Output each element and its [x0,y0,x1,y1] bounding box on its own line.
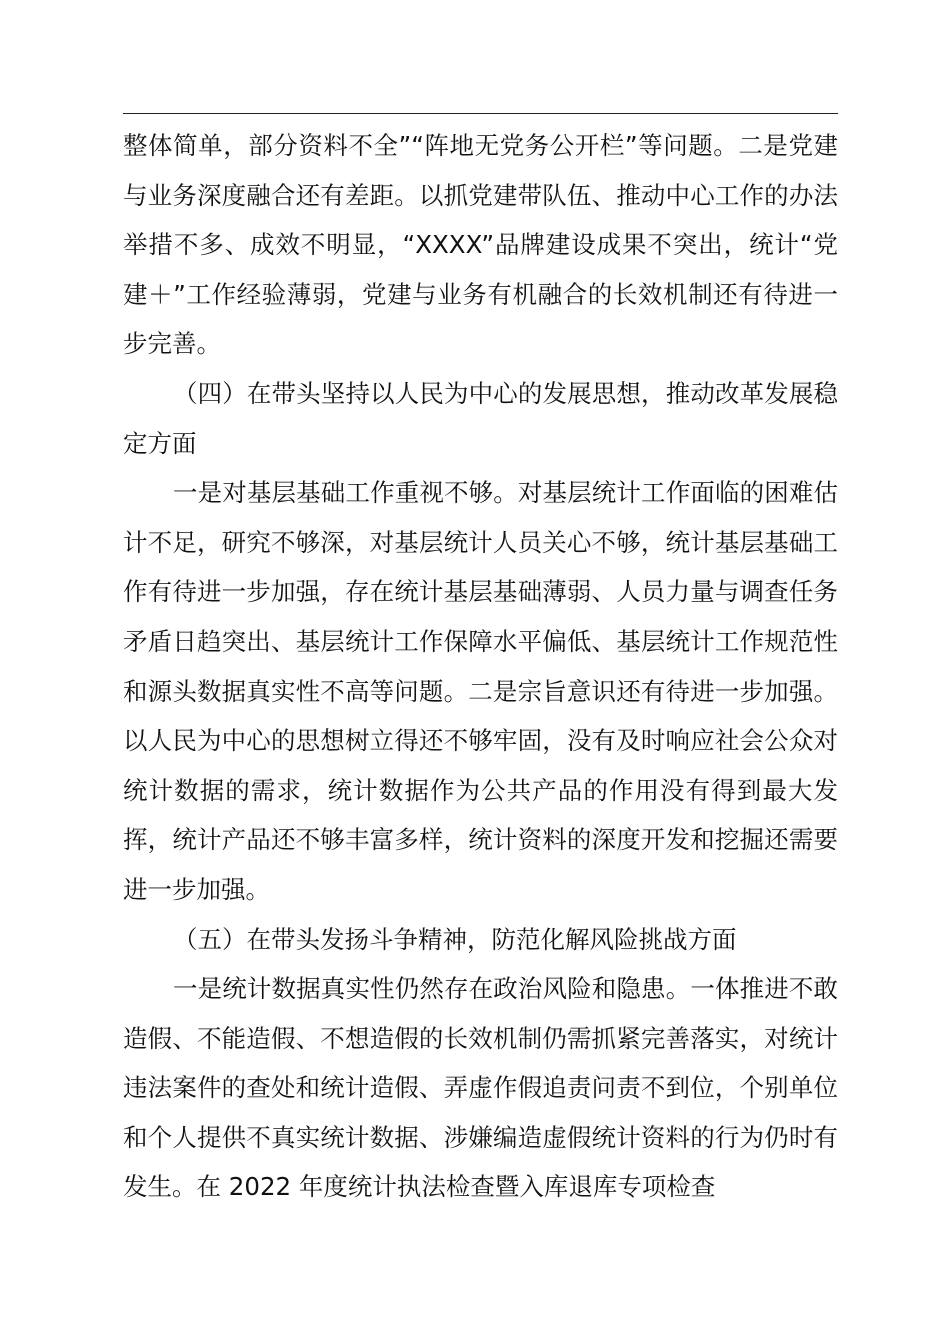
section-heading-four: （四）在带头坚持以人民为中心的发展思想，推动改革发展稳定方面 [123,378,838,458]
header-rule [123,113,838,114]
paragraph-party-building-integration: 整体简单，部分资料不全”“阵地无党务公开栏”等问题。二是党建与业务深度融合还有差距。以抓党建带队伍、推动中心工作的办法举措不多、成效不明显，“XXXX”品牌建设成果不突出，统计“党建＋”工作经验薄弱，党建与业务有机融合的长效机制还有待进一步完善。 [123,131,838,359]
body-text [123,121,838,1212]
paragraph-data-authenticity-risk: 一是统计数据真实性仍然存在政治风险和隐患。一体推进不敢造假、不能造假、不想造假的长效机制仍需抓紧完善落实，对统计违法案件的查处和统计造假、弄虚作假追责问责不到位，个别单位和个人提供不真实统计数据、涉嫌编造虚假统计资料的行为仍时有发生。在 2022 年度统计执法检查暨入库退库专项检查 [123,974,838,1202]
paragraph-grassroots-work: 一是对基层基础工作重视不够。对基层统计工作面临的困难估计不足，研究不够深，对基层统计人员关心不够，统计基层基础工作有待进一步加强，存在统计基层基础薄弱、人员力量与调查任务矛盾日趋突出、基层统计工作保障水平偏低、基层统计工作规范性和源头数据真实性不高等问题。二是宗旨意识还有待进一步加强。以人民为中心的思想树立得还不够牢固，没有及时响应社会公众对统计数据的需求，统计数据作为公共产品的作用没有得到最大发挥，统计产品还不够丰富多样，统计资料的深度开发和挖掘还需要进一步加强。 [123,478,838,904]
section-heading-five: （五）在带头发扬斗争精神，防范化解风险挑战方面 [173,924,737,954]
